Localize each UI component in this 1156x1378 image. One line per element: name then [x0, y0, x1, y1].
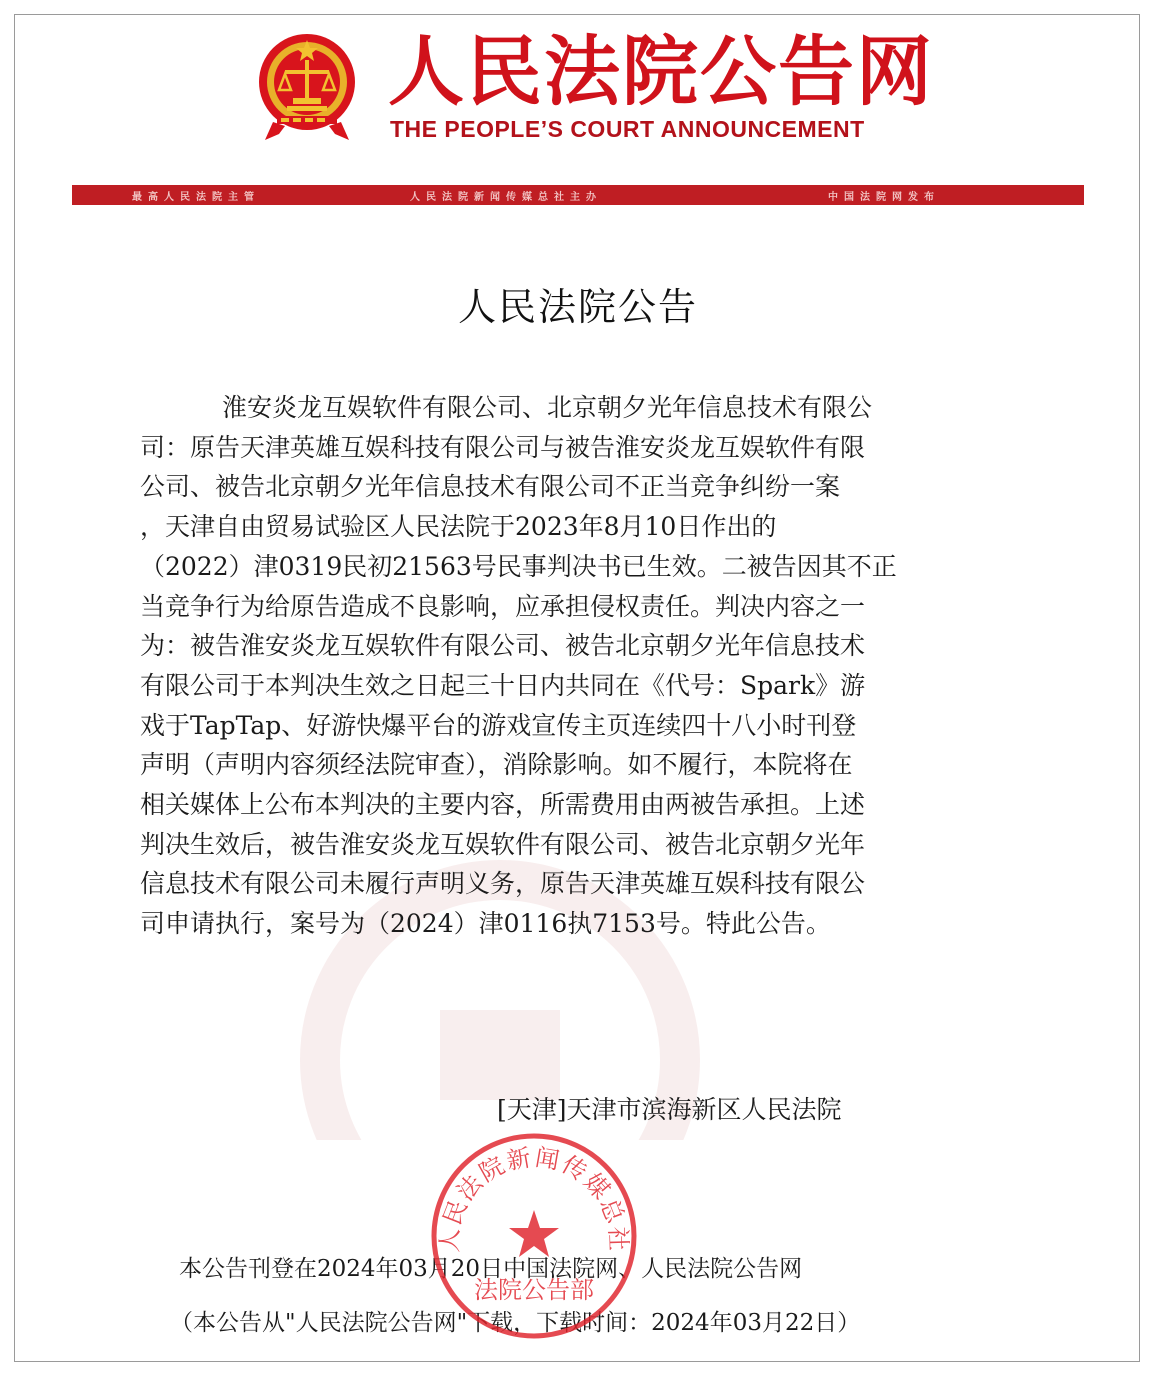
notice-line: 判决生效后，被告淮安炎龙互娱软件有限公司、被告北京朝夕光年	[140, 829, 866, 859]
notice-line: 淮安炎龙互娱软件有限公司、北京朝夕光年信息技术有限公	[222, 393, 873, 422]
notice-line: 司：原告天津英雄互娱科技有限公司与被告淮安炎龙互娱软件有限	[140, 432, 866, 462]
site-title-english: THE PEOPLE’S COURT ANNOUNCEMENT	[390, 116, 865, 142]
seal-text-top: 人民法院新闻传媒总社	[435, 1143, 633, 1254]
masthead-red-bar	[72, 185, 1084, 205]
notice-line: 当竞争行为给原告造成不良影响，应承担侵权责任。判决内容之一	[140, 591, 866, 621]
notice-line: ，天津自由贸易试验区人民法院于2023年8月10日作出的	[140, 512, 777, 542]
notice-line: 声明（声明内容须经法院审查），消除影响。如不履行，本院将在	[140, 750, 853, 780]
bar-segment-organizer: 人民法院新闻传媒总社主办	[410, 192, 602, 203]
notice-line: 戏于TapTap、好游快爆平台的游戏宣传主页连续四十八小时刊登	[140, 710, 857, 740]
notice-line: （2022）津0319民初21563号民事判决书已生效。二被告因其不正	[140, 551, 897, 581]
court-signature: [天津]天津市滨海新区人民法院	[497, 1095, 842, 1124]
notice-body	[140, 388, 1010, 944]
notice-line: 为：被告淮安炎龙互娱软件有限公司、被告北京朝夕光年信息技术	[140, 631, 866, 661]
notice-line: 有限公司于本判决生效之日起三十日内共同在《代号：Spark》游	[140, 670, 866, 700]
seal-text-bottom: 法院公告部	[474, 1276, 594, 1304]
bar-segment-publisher: 中国法院网发布	[828, 192, 940, 203]
notice-line: 相关媒体上公布本判决的主要内容，所需费用由两被告承担。上述	[140, 790, 866, 820]
court-emblem-icon	[255, 30, 359, 142]
notice-line: 司申请执行，案号为（2024）津0116执7153号。特此公告。	[140, 909, 831, 939]
notice-title: 人民法院公告	[457, 285, 698, 329]
notice-line: 公司、被告北京朝夕光年信息技术有限公司不正当竞争纠纷一案	[140, 472, 841, 502]
official-seal-icon	[428, 1130, 640, 1342]
masthead	[0, 0, 1156, 210]
download-note: （本公告从"人民法院公告网"下载，下载时间：2024年03月22日）	[170, 1310, 861, 1336]
site-title-chinese: 人民法院公告网	[388, 27, 934, 116]
notice-line: 信息技术有限公司未履行声明义务，原告天津英雄互娱科技有限公	[140, 869, 866, 899]
publication-note: 本公告刊登在2024年03月20日中国法院网、人民法院公告网	[179, 1256, 803, 1282]
bar-segment-supervisor: 最高人民法院主管	[132, 192, 260, 203]
